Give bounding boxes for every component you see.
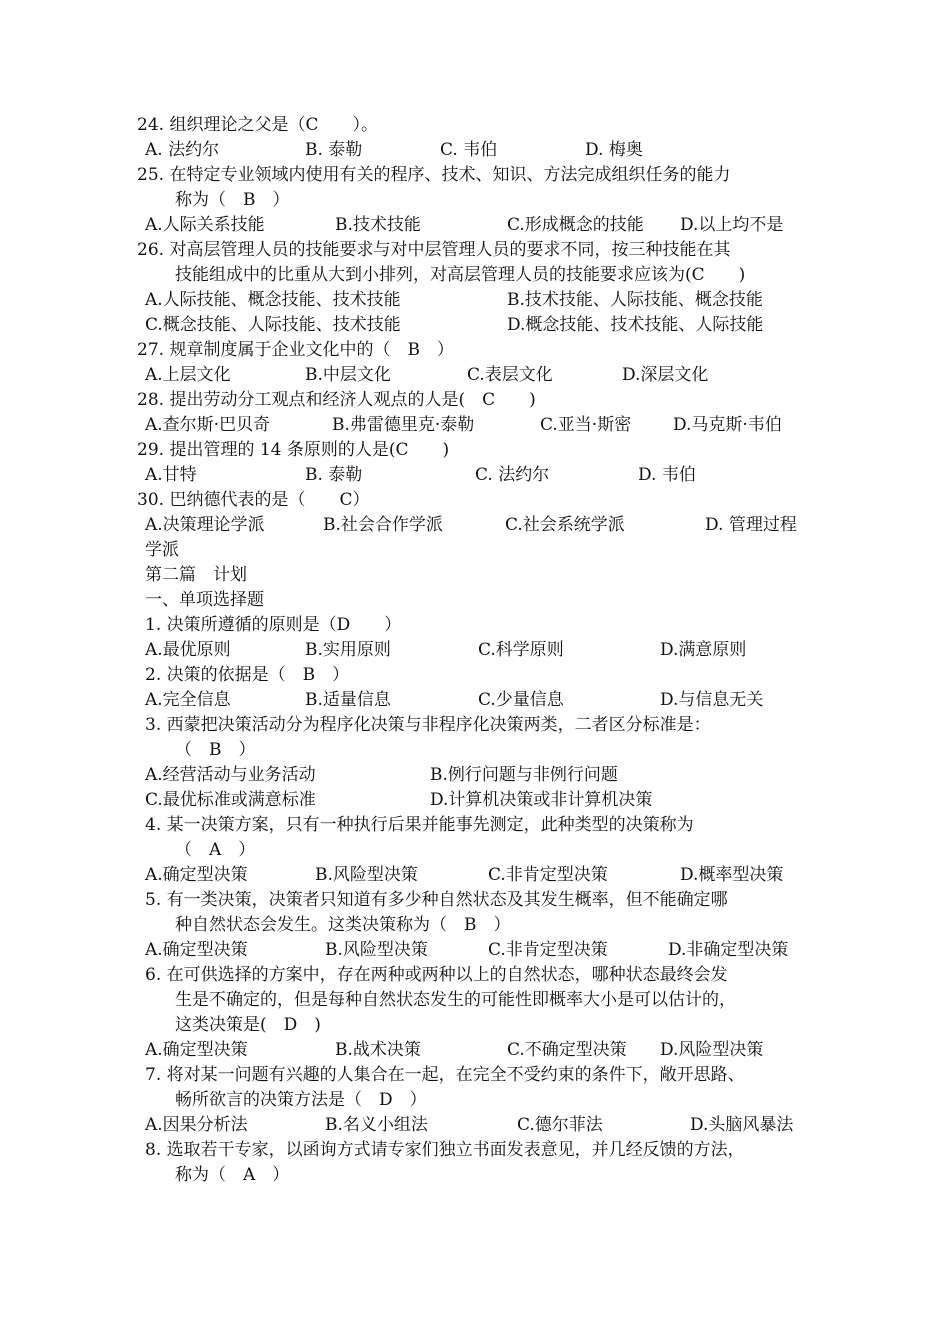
q3-option-d: D.计算机决策或非计算机决策 xyxy=(430,790,653,810)
q28-option-c: C.亚当·斯密 xyxy=(540,415,632,435)
q3-option-b: B.例行问题与非例行问题 xyxy=(430,765,618,785)
q26-option-d: D.概念技能、技术技能、人际技能 xyxy=(507,315,764,335)
question-2: 2. 决策的依据是（ B ） xyxy=(145,665,350,685)
question-5-line2: 种自然状态会发生。这类决策称为（ B ） xyxy=(175,915,511,935)
q27-option-a: A.上层文化 xyxy=(145,365,231,385)
q5-option-c: C.非肯定型决策 xyxy=(488,940,608,960)
question-8-line1: 8. 选取若干专家，以函询方式请专家们独立书面发表意见，并几经反馈的方法， xyxy=(145,1140,745,1160)
q2-option-b: B.适量信息 xyxy=(305,690,391,710)
q1-option-a: A.最优原则 xyxy=(145,640,231,660)
q29-option-c: C. 法约尔 xyxy=(475,465,550,485)
section-subtitle: 一、单项选择题 xyxy=(145,590,264,610)
q6-option-a: A.确定型决策 xyxy=(145,1040,248,1060)
q25-option-d: D.以上均不是 xyxy=(680,215,784,235)
q4-option-a: A.确定型决策 xyxy=(145,865,248,885)
question-3-line1: 3. 西蒙把决策活动分为程序化决策与非程序化决策两类，二者区分标准是： xyxy=(145,715,711,735)
question-7-line1: 7. 将对某一问题有兴趣的人集合在一起，在完全不受约束的条件下，敞开思路、 xyxy=(145,1065,745,1085)
q24-option-b: B. 泰勒 xyxy=(305,140,363,160)
section-title: 第二篇 计划 xyxy=(145,565,247,585)
question-27: 27. 规章制度属于企业文化中的（ B ） xyxy=(137,340,454,360)
question-6-line3: 这类决策是( D ) xyxy=(175,1015,321,1035)
q5-option-a: A.确定型决策 xyxy=(145,940,248,960)
question-7-line2: 畅所欲言的决策方法是（ D ） xyxy=(175,1090,427,1110)
q7-option-a: A.因果分析法 xyxy=(145,1115,248,1135)
q30-option-a: A.决策理论学派 xyxy=(145,515,265,535)
q1-option-b: B.实用原则 xyxy=(305,640,391,660)
question-26-line1: 26. 对高层管理人员的技能要求与对中层管理人员的要求不同，按三种技能在其 xyxy=(137,240,731,260)
q4-option-c: C.非肯定型决策 xyxy=(488,865,608,885)
q7-option-b: B.名义小组法 xyxy=(325,1115,428,1135)
q28-option-d: D.马克斯·韦伯 xyxy=(673,415,782,435)
q7-option-d: D.头脑风暴法 xyxy=(690,1115,794,1135)
question-25-line1: 25. 在特定专业领域内使用有关的程序、技术、知识、方法完成组织任务的能力 xyxy=(137,165,731,185)
q25-option-c: C.形成概念的技能 xyxy=(507,215,644,235)
question-5-line1: 5. 有一类决策，决策者只知道有多少种自然状态及其发生概率，但不能确定哪 xyxy=(145,890,728,910)
q2-option-d: D.与信息无关 xyxy=(660,690,764,710)
question-24: 24. 组织理论之父是（C ）。 xyxy=(137,115,378,135)
q26-option-a: A.人际技能、概念技能、技术技能 xyxy=(145,290,401,310)
q30-option-c: C.社会系统学派 xyxy=(505,515,625,535)
q7-option-c: C.德尔菲法 xyxy=(517,1115,603,1135)
q27-option-b: B.中层文化 xyxy=(305,365,391,385)
q2-option-a: A.完全信息 xyxy=(145,690,231,710)
q27-option-d: D.深层文化 xyxy=(622,365,709,385)
question-25-line2: 称为（ B ） xyxy=(175,190,290,210)
q24-option-c: C. 韦伯 xyxy=(440,140,498,160)
q29-option-a: A.甘特 xyxy=(145,465,197,485)
q3-option-c: C.最优标准或满意标准 xyxy=(145,790,316,810)
q28-option-b: B.弗雷德里克·泰勒 xyxy=(332,415,475,435)
q6-option-c: C.不确定型决策 xyxy=(507,1040,627,1060)
q2-option-c: C.少量信息 xyxy=(478,690,564,710)
question-28: 28. 提出劳动分工观点和经济人观点的人是( C ) xyxy=(137,390,536,410)
q1-option-c: C.科学原则 xyxy=(478,640,564,660)
question-6-line2: 生是不确定的，但是每种自然状态发生的可能性即概率大小是可以估计的， xyxy=(175,990,736,1010)
question-26-line2: 技能组成中的比重从大到小排列，对高层管理人员的技能要求应该为(C ) xyxy=(175,265,746,285)
question-8-line2: 称为（ A ） xyxy=(175,1165,290,1185)
q5-option-b: B.风险型决策 xyxy=(325,940,428,960)
q4-option-d: D.概率型决策 xyxy=(680,865,784,885)
q27-option-c: C.表层文化 xyxy=(467,365,553,385)
q29-option-b: B. 泰勒 xyxy=(305,465,363,485)
q28-option-a: A.查尔斯·巴贝奇 xyxy=(145,415,271,435)
question-30: 30. 巴纳德代表的是（ C） xyxy=(137,490,370,510)
q25-option-a: A.人际关系技能 xyxy=(145,215,265,235)
q6-option-b: B.战术决策 xyxy=(335,1040,421,1060)
question-29: 29. 提出管理的 14 条原则的人是(C ) xyxy=(137,440,450,460)
question-4-line2: （ A ） xyxy=(175,840,256,860)
q30-option-d: D. 管理过程 xyxy=(705,515,797,535)
question-6-line1: 6. 在可供选择的方案中，存在两种或两种以上的自然状态，哪种状态最终会发 xyxy=(145,965,728,985)
q30-option-d-wrap: 学派 xyxy=(145,540,179,560)
q24-option-d: D. 梅奥 xyxy=(585,140,643,160)
q1-option-d: D.满意原则 xyxy=(660,640,747,660)
question-4-line1: 4. 某一决策方案，只有一种执行后果并能事先测定，此种类型的决策称为 xyxy=(145,815,694,835)
q26-option-b: B.技术技能、人际技能、概念技能 xyxy=(507,290,763,310)
q4-option-b: B.风险型决策 xyxy=(315,865,418,885)
q5-option-d: D.非确定型决策 xyxy=(668,940,789,960)
q3-option-a: A.经营活动与业务活动 xyxy=(145,765,316,785)
q24-option-a: A. 法约尔 xyxy=(145,140,220,160)
q30-option-b: B.社会合作学派 xyxy=(323,515,443,535)
q26-option-c: C.概念技能、人际技能、技术技能 xyxy=(145,315,401,335)
q25-option-b: B.技术技能 xyxy=(335,215,421,235)
q6-option-d: D.风险型决策 xyxy=(660,1040,764,1060)
q29-option-d: D. 韦伯 xyxy=(638,465,696,485)
question-1: 1. 决策所遵循的原则是（D ） xyxy=(145,615,402,635)
question-3-line2: （ B ） xyxy=(175,740,256,760)
